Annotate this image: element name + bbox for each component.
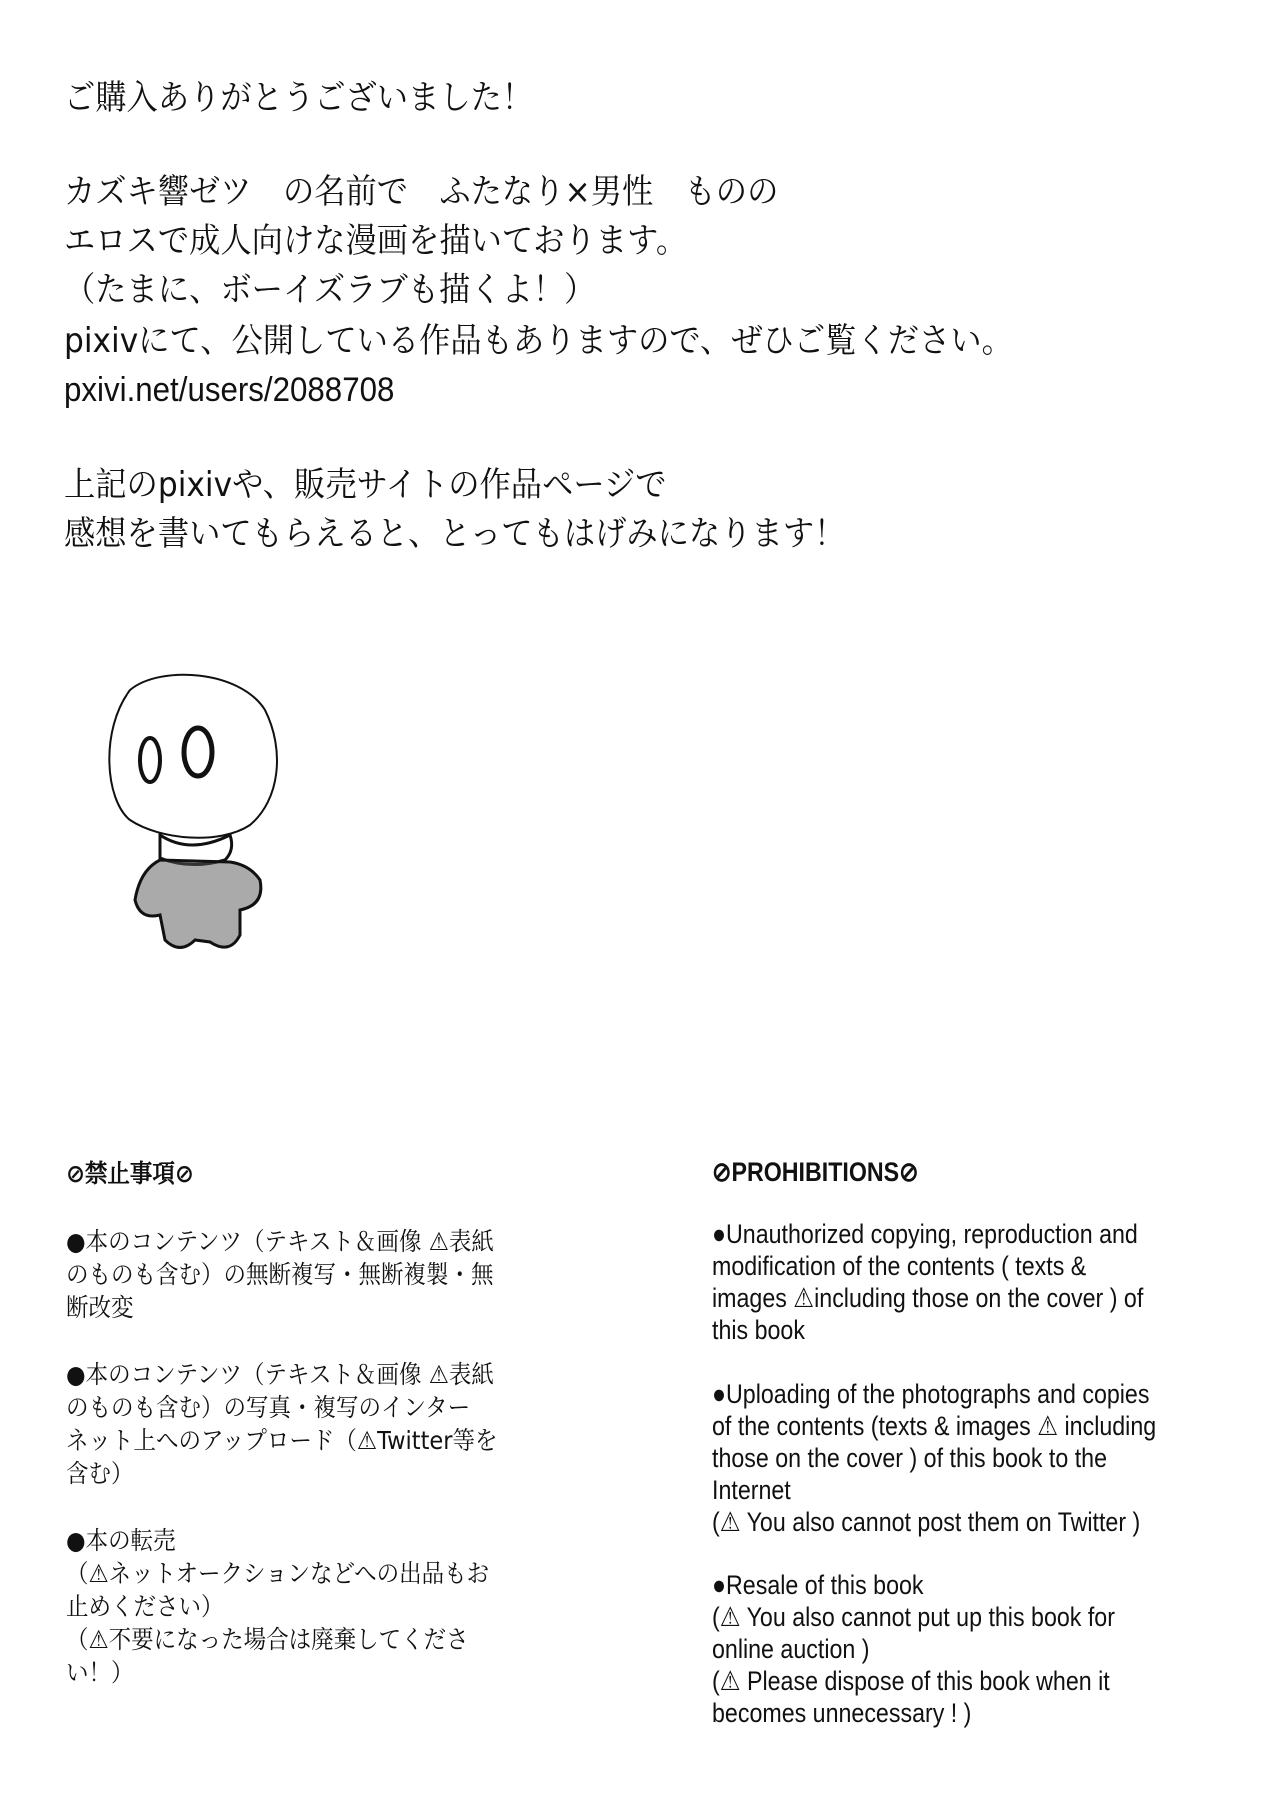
prohibition-ja-line: ●本のコンテンツ（テキスト＆画像 ⚠表紙 <box>66 1227 494 1256</box>
prohibitions-en-title: ⊘PROHIBITIONS⊘ <box>712 1157 919 1187</box>
prohibition-en-line: (⚠ You also cannot post them on Twitter ) <box>712 1507 1141 1537</box>
prohibition-en-line: those on the cover ) of this book to the <box>712 1443 1107 1473</box>
mascot-illustration <box>100 670 300 960</box>
prohibition-en-line: ●Unauthorized copying, reproduction and <box>712 1219 1138 1249</box>
prohibition-en-line: (⚠ Please dispose of this book when it <box>712 1666 1110 1696</box>
prohibition-ja-line: ネット上へのアップロード（⚠Twitter等を <box>66 1426 498 1455</box>
prohibition-ja-line: 止めください） <box>66 1592 224 1621</box>
intro-line: （たまに、ボーイズラブも描くよ！） <box>64 270 596 310</box>
prohibition-en-line: (⚠ You also cannot put up this book for <box>712 1602 1115 1632</box>
prohibition-ja-line: （⚠ネットオークションなどへの出品もお <box>66 1559 490 1588</box>
prohibition-ja-line: い！） <box>66 1658 134 1687</box>
prohibition-en-line: this book <box>712 1315 805 1345</box>
prohibition-en-line: becomes unnecessary ! ) <box>712 1698 972 1728</box>
prohibition-ja-line: （⚠不要になった場合は廃棄してくださ <box>66 1625 469 1654</box>
prohibition-en-line: online auction ) <box>712 1634 870 1664</box>
request-line: 感想を書いてもらえると、とってもはげみになります！ <box>64 514 846 554</box>
pixiv-url: pxivi.net/users/2088708 <box>64 371 395 409</box>
prohibition-ja-line: 断改変 <box>66 1293 134 1322</box>
intro-line: エロスで成人向けな漫画を描いております。 <box>64 221 688 261</box>
prohibition-en-line: Internet <box>712 1475 791 1505</box>
prohibition-en-line: modification of the contents ( texts & <box>712 1251 1087 1281</box>
prohibitions-ja-title: ⊘禁止事項⊘ <box>66 1159 194 1188</box>
thanks-text: ご購入ありがとうございました！ <box>64 78 534 118</box>
prohibition-en-line: images ⚠including those on the cover ) of <box>712 1283 1144 1313</box>
intro-line: カズキ響ゼツ の名前で ふたなり×男性 ものの <box>64 172 779 212</box>
prohibition-ja-line: 含む） <box>66 1459 134 1488</box>
prohibition-ja-line: のものも含む）の無断複写・無断複製・無 <box>66 1260 494 1289</box>
prohibition-ja-line: ●本の転売 <box>66 1526 176 1555</box>
prohibition-en-line: of the contents (texts & images ⚠ including <box>712 1411 1157 1441</box>
prohibition-en-line: ●Uploading of the photographs and copies <box>712 1379 1150 1409</box>
intro-line: pixivにて、公開している作品もありますので、ぜひご覧ください。 <box>64 321 1013 361</box>
request-line: 上記のpixivや、販売サイトの作品ページで <box>64 465 667 505</box>
prohibition-ja-line: のものも含む）の写真・複写のインター <box>66 1393 471 1422</box>
prohibition-en-line: ●Resale of this book <box>712 1570 924 1600</box>
prohibition-ja-line: ●本のコンテンツ（テキスト＆画像 ⚠表紙 <box>66 1360 494 1389</box>
